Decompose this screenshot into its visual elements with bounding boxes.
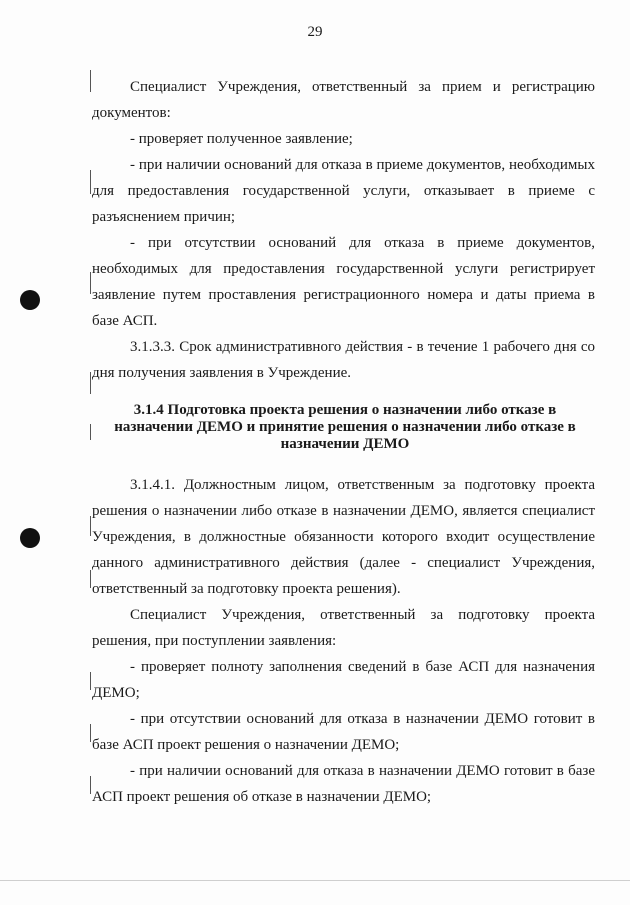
paragraph-prepares-refusal-decision: - при наличии оснований для отказа в назначении ДЕМО готовит в базе АСП проект решения об отказе в назначении ДЕМО; bbox=[92, 763, 595, 805]
paragraph-responsible-official: 3.1.4.1. Должностным лицом, ответственным за подготовку проекта решения о назначении либо отказе в назначении ДЕМО, является специалист Учреждения, в должностные обязанности которого входит осуществление данного административного действия (далее - специалист Учреждения, ответственный за подготовку проекта решения). bbox=[92, 477, 595, 597]
paragraph-registration-specialist: Специалист Учреждения, ответственный за прием и регистрацию документов: bbox=[92, 79, 595, 121]
margin-mark bbox=[90, 724, 91, 742]
margin-mark bbox=[90, 272, 91, 294]
section-heading-3-1-4: 3.1.4 Подготовка проекта решения о назначении либо отказе в назначении ДЕМО и принятие решения о назначении либо отказе в назначении ДЕМО bbox=[114, 402, 576, 452]
margin-mark bbox=[90, 570, 91, 588]
margin-mark bbox=[90, 170, 91, 194]
margin-mark bbox=[90, 672, 91, 690]
paragraph-registers-application: - при отсутствии оснований для отказа в приеме документов, необходимых для предоставления государственной услуги регистрирует заявление путем проставления регистрационного номера и даты приема в базе АСП. bbox=[92, 235, 595, 329]
punch-hole-upper bbox=[20, 290, 40, 310]
paragraph-checks-completeness: - проверяет полноту заполнения сведений в базе АСП для назначения ДЕМО; bbox=[92, 659, 595, 701]
punch-hole-lower bbox=[20, 528, 40, 548]
bottom-scan-line bbox=[0, 880, 630, 881]
paragraph-decision-specialist: Специалист Учреждения, ответственный за подготовку проекта решения, при поступлении заявления: bbox=[92, 607, 595, 649]
paragraph-action-deadline: 3.1.3.3. Срок административного действия - в течение 1 рабочего дня со дня получения заявления в Учреждение. bbox=[92, 339, 595, 381]
margin-mark bbox=[90, 776, 91, 794]
margin-mark bbox=[90, 372, 91, 394]
margin-mark bbox=[90, 516, 91, 536]
paragraph-prepares-grant-decision: - при отсутствии оснований для отказа в назначении ДЕМО готовит в базе АСП проект решения о назначении ДЕМО; bbox=[92, 711, 595, 753]
page-number: 29 bbox=[307, 24, 323, 40]
margin-mark bbox=[90, 70, 91, 92]
margin-mark bbox=[90, 424, 91, 440]
paragraph-refusal-reasons: - при наличии оснований для отказа в приеме документов, необходимых для предоставления государственной услуги, отказывает в приеме с разъяснением причин; bbox=[92, 157, 595, 225]
paragraph-checks-application: - проверяет полученное заявление; bbox=[130, 131, 353, 147]
